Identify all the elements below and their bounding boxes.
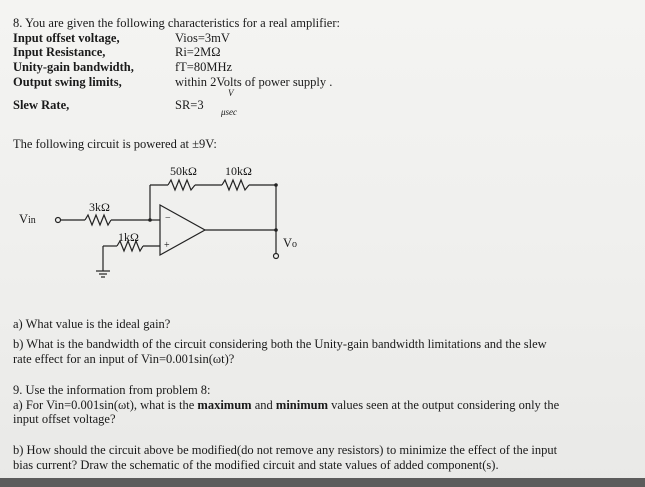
question-8b-line2: rate effect for an input of Vin=0.001sin(ωt)? xyxy=(13,352,235,366)
question-9a-line2: input offset voltage? xyxy=(13,412,116,426)
spec-label-bandwidth: Unity-gain bandwidth, xyxy=(13,60,134,74)
resistor-50k-label: 50kΩ xyxy=(170,164,197,178)
spec-value-slew: SR=3 xyxy=(175,98,204,112)
spec-value-swing: within 2Volts of power supply . xyxy=(175,75,333,89)
spec-value-resistance: Ri=2MΩ xyxy=(175,45,221,59)
resistor-1k-label: 1kΩ xyxy=(118,230,139,244)
q8-intro: 8. You are given the following characteristics for a real amplifier: xyxy=(13,16,340,30)
vout-label: Vo xyxy=(283,236,298,250)
spec-label-resistance: Input Resistance, xyxy=(13,45,106,59)
question-8a: a) What value is the ideal gain? xyxy=(13,317,171,331)
resistor-3k-label: 3kΩ xyxy=(89,200,110,214)
page-bottom-shadow xyxy=(0,478,645,487)
spec-label-slew: Slew Rate, xyxy=(13,98,70,112)
spec-label-offset: Input offset voltage, xyxy=(13,31,120,45)
question-9b-line2: bias current? Draw the schematic of the modified circuit and state values of added component(s). xyxy=(13,458,499,472)
slew-fraction-numerator: V xyxy=(228,88,234,98)
powered-statement: The following circuit is powered at ±9V: xyxy=(13,137,217,151)
question-9a-line1: a) For Vin=0.001sin(ωt), what is the maximum and minimum values seen at the output considering only the xyxy=(13,398,560,412)
question-8b-line1: b) What is the bandwidth of the circuit considering both the Unity-gain bandwidth limitations and the slew xyxy=(13,337,547,351)
spec-label-swing: Output swing limits, xyxy=(13,75,122,89)
question-9b-line1: b) How should the circuit above be modified(do not remove any resistors) to minimize the effect of the input xyxy=(13,443,558,457)
noninverting-input-sign: + xyxy=(164,240,170,251)
question-9-intro: 9. Use the information from problem 8: xyxy=(13,383,211,397)
inverting-input-sign: − xyxy=(165,213,171,224)
slew-fraction-denominator: μsec xyxy=(221,107,238,117)
vin-label: Vin xyxy=(19,212,36,226)
resistor-10k-label: 10kΩ xyxy=(225,164,252,178)
spec-value-offset: Vios=3mV xyxy=(175,31,230,45)
spec-value-bandwidth: fT=80MHz xyxy=(175,60,233,74)
